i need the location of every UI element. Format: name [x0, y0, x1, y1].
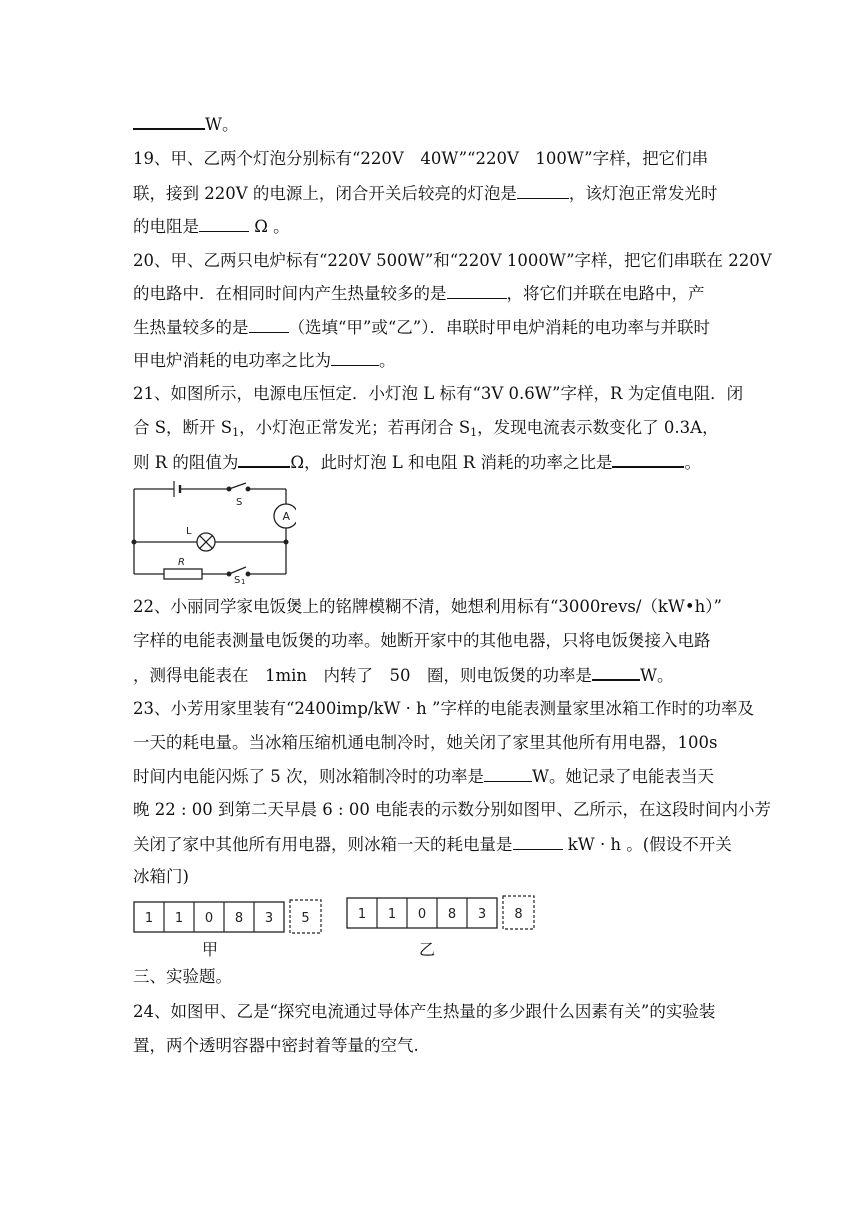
question-20-line-3 — [133, 317, 710, 338]
question-21-line-1: 21、如图所示，电源电压恒定．小灯泡 L 标有“3V 0.6W”字样，R 为定值电阻．闭 — [133, 384, 744, 403]
text-fragment: 生热量较多的是 — [133, 318, 249, 337]
answer-blank — [612, 451, 684, 468]
meter-digit: 0 — [204, 911, 214, 926]
subscript: 1 — [232, 426, 240, 439]
answer-blank — [331, 350, 379, 366]
lamp-label: L — [186, 526, 192, 537]
question-20-line-4 — [133, 350, 396, 371]
answer-blank — [592, 664, 640, 681]
question-23-line-4: 晚 22 : 00 到第二天早晨 6 : 00 电能表的示数分别如图甲、乙所示，在这段时间内小芳 — [133, 800, 772, 819]
meter-digit: 1 — [144, 911, 154, 926]
question-22-line-2: 字样的电能表测量电饭煲的功率。她断开家中的其他电器，只将电饭煲接入电路 — [133, 631, 711, 650]
answer-blank — [249, 317, 289, 333]
question-24-line-1: 24、如图甲、乙是“探究电流通过导体产生热量的多少跟什么因素有关”的实验装 — [133, 1002, 716, 1021]
text-fragment: Ω 。 — [249, 217, 290, 236]
answer-blank — [447, 283, 507, 299]
answer-blank — [517, 183, 569, 199]
text-fragment: W。 — [640, 666, 674, 685]
text-fragment: 的电路中．在相同时间内产生热量较多的是 — [133, 284, 447, 303]
text-fragment: Ω，此时灯泡 L 和电阻 R 消耗的功率之比是 — [290, 453, 613, 472]
text-fragment: 则 R 的阻值为 — [133, 453, 239, 472]
text-fragment: （选填“甲”或“乙”）．串联时甲电炉消耗的电功率与并联时 — [288, 318, 710, 337]
text-fragment: kW · h 。(假设不开关 — [562, 835, 732, 854]
question-20-line-1: 20、甲、乙两只电炉标有“220V 500W”和“220V 1000W”字样，把它们串联在 220V — [133, 251, 772, 270]
question-22-line-1: 22、小丽同学家电饭煲上的铭牌模糊不清，她想利用标有“3000revs/（kW•h）” — [133, 597, 722, 616]
text-fragment: 。 — [379, 351, 396, 370]
junction-dot — [284, 540, 289, 545]
subscript: 1 — [470, 426, 478, 439]
text-fragment: W。她记录了电能表当天 — [532, 767, 714, 786]
section-heading-experiments: 三、实验题。 — [133, 967, 232, 986]
question-23-line-3 — [133, 766, 714, 787]
question-23-line-6: 冰箱门) — [133, 867, 189, 886]
meter-digit: 1 — [387, 907, 397, 922]
meter-label-jia: 甲 — [202, 940, 219, 959]
question-20-line-2 — [133, 283, 705, 304]
question-21-line-3 — [133, 451, 701, 473]
question-23-line-1: 23、小芳用家里装有“2400imp/kW · h ”字样的电能表测量家里冰箱工作时的功率及 — [133, 699, 754, 718]
text-fragment: ，测得电能表在 1min 内转了 50 圈，则电饭煲的功率是 — [133, 666, 593, 685]
answer-line-18-tail — [133, 113, 238, 135]
meter-digit: 3 — [264, 911, 274, 926]
text-fragment: 联，接到 220V 的电源上，闭合开关后较亮的灯泡是 — [133, 184, 517, 203]
text-fragment: W。 — [205, 115, 239, 134]
meter-digit: 0 — [417, 907, 427, 922]
meter-digit: 1 — [174, 911, 184, 926]
text-fragment: 的电阻是 — [133, 217, 199, 236]
meter-decimal-digit: 5 — [301, 911, 310, 926]
question-19-line-2 — [133, 183, 717, 204]
answer-blank — [199, 216, 249, 232]
question-24-line-2: 置，两个透明容器中密封着等量的空气. — [133, 1036, 419, 1055]
meter-digit: 1 — [357, 907, 367, 922]
switch-s1-subscript: 1 — [241, 578, 246, 585]
text-fragment: ，发现电流表示数变化了 0.3A， — [477, 418, 719, 437]
answer-blank — [513, 834, 563, 850]
text-fragment: 甲电炉消耗的电功率之比为 — [133, 351, 331, 370]
text-fragment: ，该灯泡正常发光时 — [568, 184, 718, 203]
meter-decimal-digit: 8 — [514, 907, 523, 922]
ammeter-label: A — [282, 510, 291, 523]
switch-s1-label: S — [234, 575, 241, 585]
switch-s-label: S — [236, 497, 243, 508]
answer-blank — [238, 451, 290, 468]
resistor-label: R — [178, 557, 185, 568]
question-19-line-3 — [133, 216, 290, 237]
text-fragment: ，小灯泡正常发光；若再闭合 S — [239, 418, 471, 437]
circuit-diagram — [128, 477, 296, 585]
meter-label-yi: 乙 — [419, 940, 436, 959]
meter-digit: 8 — [447, 907, 457, 922]
text-fragment: 。 — [684, 453, 701, 472]
meter-display-jia — [133, 899, 325, 935]
question-21-line-2 — [133, 418, 719, 438]
text-fragment: 时间内电能闪烁了 5 次，则冰箱制冷时的功率是 — [133, 767, 484, 786]
question-19-line-1: 19、甲、乙两个灯泡分别标有“220V 40W”“220V 100W”字样，把它们串 — [133, 149, 709, 168]
text-fragment: ，将它们并联在电路中，产 — [506, 284, 705, 303]
junction-dot — [132, 540, 137, 545]
question-22-line-3 — [133, 664, 674, 686]
meter-digit: 8 — [234, 911, 244, 926]
text-fragment: 合 S，断开 S — [133, 418, 233, 437]
meter-digit: 3 — [477, 907, 487, 922]
meter-display-yi — [346, 895, 538, 931]
text-fragment: 关闭了家中其他所有用电器，则冰箱一天的耗电量是 — [133, 835, 513, 854]
answer-blank — [133, 113, 205, 130]
question-23-line-5 — [133, 834, 732, 855]
answer-blank — [484, 766, 532, 782]
question-23-line-2: 一天的耗电量。当冰箱压缩机通电制冷时，她关闭了家里其他所有用电器，100s — [133, 733, 718, 752]
